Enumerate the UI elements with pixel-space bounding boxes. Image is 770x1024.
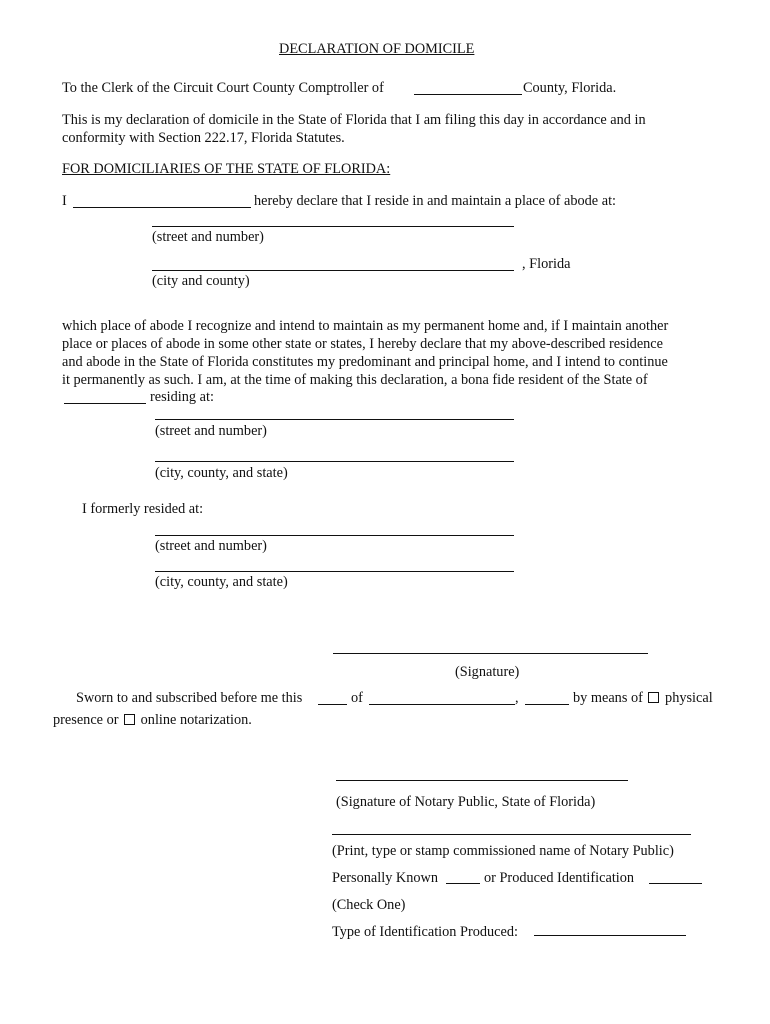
other-city-label: (city, county, and state) xyxy=(155,465,288,481)
county-blank[interactable] xyxy=(414,94,522,95)
fl-street-blank[interactable] xyxy=(152,226,514,227)
day-blank[interactable] xyxy=(318,704,347,705)
formerly-resided: I formerly resided at: xyxy=(82,501,204,517)
notary-signature-label: (Signature of Notary Public, State of Florida) xyxy=(336,794,596,810)
para-line-1: which place of abode I recognize and intend to maintain as my permanent home and, if I maintain another xyxy=(62,318,669,334)
declarant-name-blank[interactable] xyxy=(73,207,251,208)
month-blank[interactable] xyxy=(369,704,515,705)
sworn-presence: presence or xyxy=(53,712,119,728)
former-street-blank[interactable] xyxy=(155,535,514,536)
intro-line-1: This is my declaration of domicile in the State of Florida that I am filing this day in accordance and in xyxy=(62,112,646,128)
produced-id: or Produced Identification xyxy=(484,870,635,886)
clerk-line-prefix: To the Clerk of the Circuit Court County Comptroller of xyxy=(62,80,384,96)
intro-line-2: conformity with Section 222.17, Florida Statutes. xyxy=(62,130,345,146)
personally-known-blank[interactable] xyxy=(446,883,480,884)
sworn-online: online notarization. xyxy=(140,712,252,728)
former-city-blank[interactable] xyxy=(155,571,514,572)
id-type-label: Type of Identification Produced: xyxy=(332,924,518,940)
fl-street-label: (street and number) xyxy=(152,229,264,245)
declare-prefix: I xyxy=(62,193,67,209)
online-checkbox[interactable] xyxy=(124,714,135,725)
id-type-blank[interactable] xyxy=(534,935,686,936)
section-heading: FOR DOMICILIARIES OF THE STATE OF FLORIDA: xyxy=(62,161,391,177)
comma: , xyxy=(515,690,519,706)
physical-checkbox[interactable] xyxy=(648,692,659,703)
notary-signature-blank[interactable] xyxy=(336,780,628,781)
florida-suffix: , Florida xyxy=(522,256,571,272)
sworn-physical: physical xyxy=(665,690,713,706)
personally-known: Personally Known xyxy=(332,870,439,886)
other-street-label: (street and number) xyxy=(155,423,267,439)
check-one: (Check One) xyxy=(332,897,406,913)
sworn-of: of xyxy=(351,690,363,706)
declare-suffix: hereby declare that I reside in and maintain a place of abode at: xyxy=(254,193,617,209)
signature-label: (Signature) xyxy=(455,664,520,680)
document-title: DECLARATION OF DOMICILE xyxy=(279,41,475,57)
other-city-blank[interactable] xyxy=(155,461,514,462)
produced-id-blank[interactable] xyxy=(649,883,702,884)
sworn-line-2 xyxy=(53,712,252,729)
former-city-label: (city, county, and state) xyxy=(155,574,288,590)
state-blank[interactable] xyxy=(64,403,146,404)
former-street-label: (street and number) xyxy=(155,538,267,554)
notary-name-blank[interactable] xyxy=(332,834,691,835)
fl-city-blank[interactable] xyxy=(152,270,514,271)
signature-blank[interactable] xyxy=(333,653,648,654)
year-blank[interactable] xyxy=(525,704,569,705)
para-line-3: and abode in the State of Florida constitutes my predominant and principal home, and I intend to continue xyxy=(62,354,668,370)
notary-print-label: (Print, type or stamp commissioned name of Notary Public) xyxy=(332,843,674,859)
fl-city-label: (city and county) xyxy=(152,273,250,289)
para-line-2: place or places of abode in some other state or states, I hereby declare that my above-described residence xyxy=(62,336,663,352)
clerk-line-suffix: County, Florida. xyxy=(523,80,617,96)
para-line-4: it permanently as such. I am, at the time of making this declaration, a bona fide resident of the State of xyxy=(62,372,648,388)
residing-at: residing at: xyxy=(150,389,214,405)
sworn-by-means-line xyxy=(573,690,713,707)
sworn-prefix: Sworn to and subscribed before me this xyxy=(76,690,303,706)
other-street-blank[interactable] xyxy=(155,419,514,420)
sworn-by-means: by means of xyxy=(573,690,643,706)
